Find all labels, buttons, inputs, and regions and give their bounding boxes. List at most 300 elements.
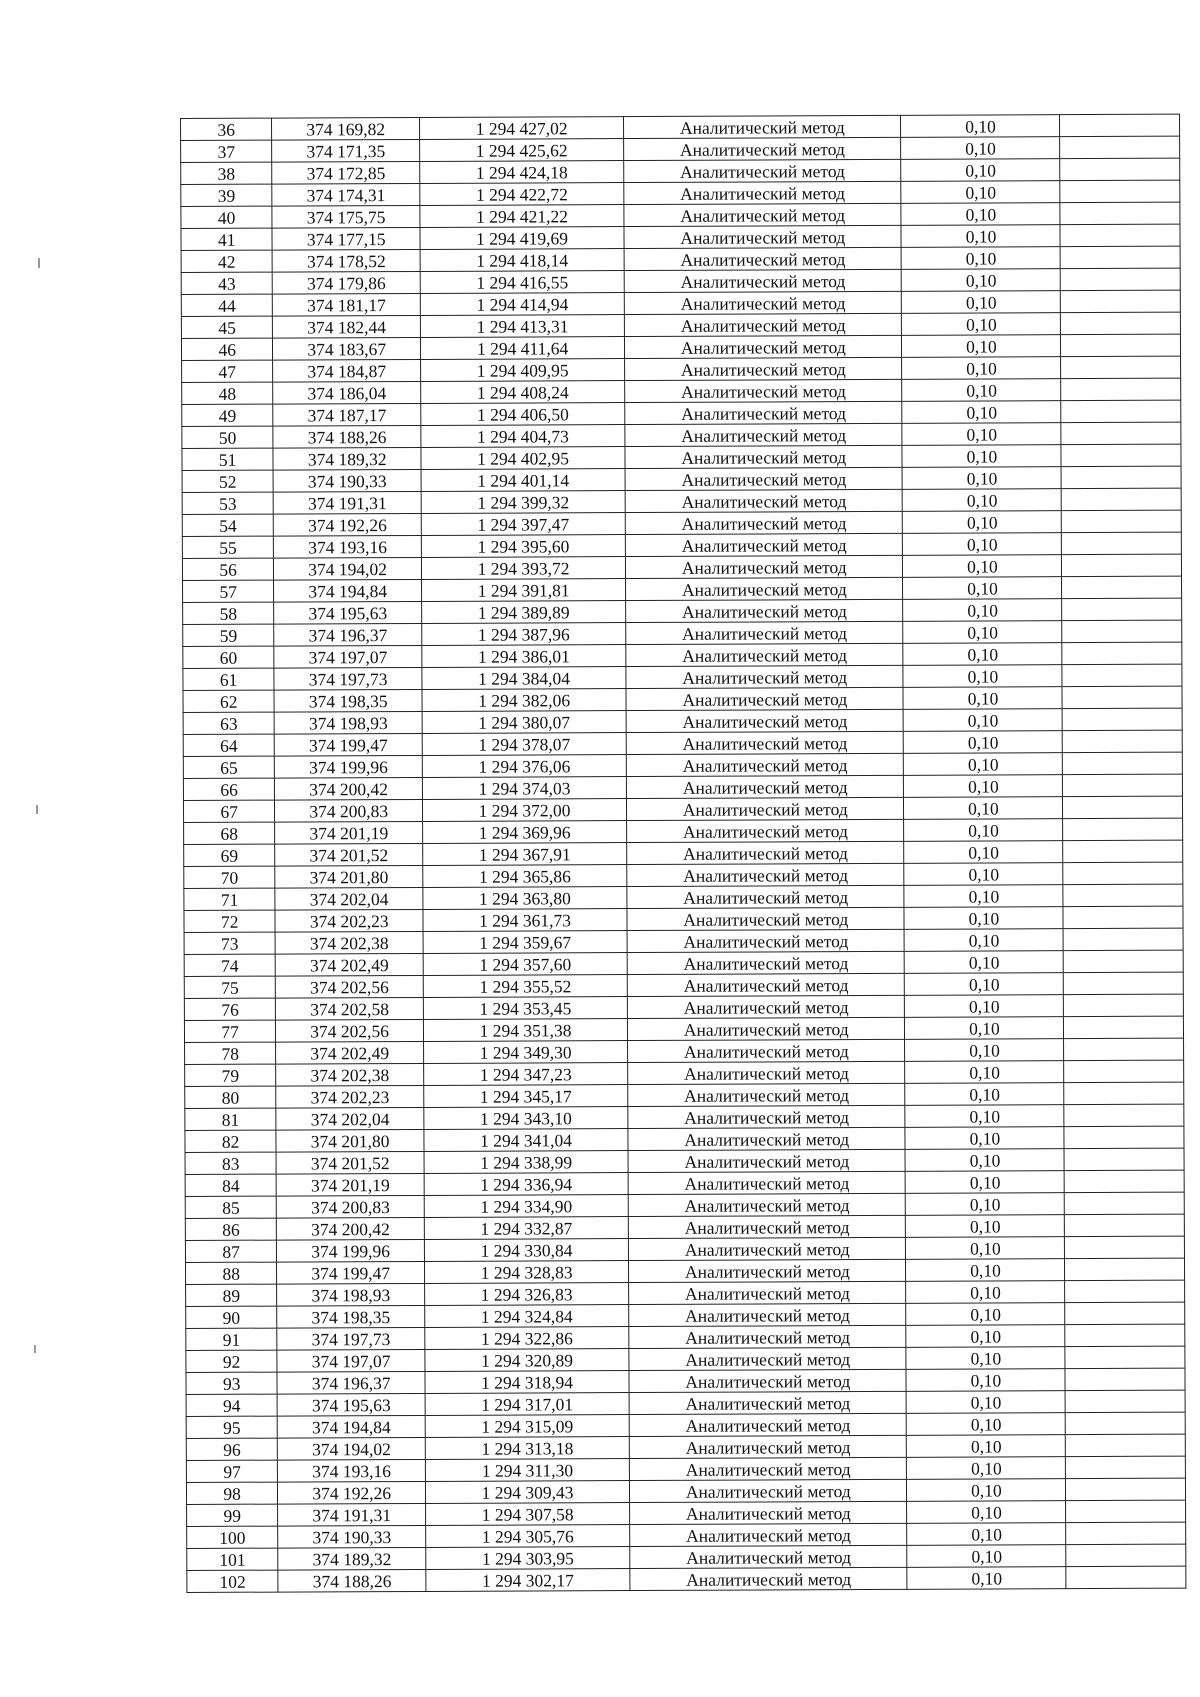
point-number-cell: 38 (181, 162, 272, 184)
precision-cell: 0,10 (903, 665, 1062, 688)
point-number-cell: 73 (184, 932, 275, 954)
empty-cell (1064, 1016, 1184, 1039)
empty-cell (1064, 1104, 1184, 1127)
precision-cell: 0,10 (903, 643, 1062, 666)
empty-cell (1063, 928, 1183, 951)
precision-cell: 0,10 (907, 1435, 1066, 1458)
precision-cell: 0,10 (904, 731, 1063, 754)
precision-cell: 0,10 (902, 379, 1061, 402)
y-coordinate-cell: 1 294 406,50 (421, 403, 625, 426)
empty-cell (1065, 1346, 1185, 1369)
point-number-cell: 84 (185, 1174, 276, 1196)
empty-cell (1063, 774, 1183, 797)
x-coordinate-cell: 374 192,26 (274, 513, 422, 536)
x-coordinate-cell: 374 201,19 (276, 1173, 424, 1196)
point-number-cell: 90 (186, 1306, 277, 1328)
precision-cell: 0,10 (901, 115, 1060, 138)
y-coordinate-cell: 1 294 317,01 (425, 1393, 629, 1416)
y-coordinate-cell: 1 294 425,62 (420, 139, 624, 162)
point-number-cell: 50 (182, 426, 273, 448)
y-coordinate-cell: 1 294 349,30 (424, 1041, 628, 1064)
precision-cell: 0,10 (905, 1083, 1064, 1106)
x-coordinate-cell: 374 201,52 (275, 843, 423, 866)
point-number-cell: 82 (185, 1130, 276, 1152)
x-coordinate-cell: 374 202,04 (275, 887, 423, 910)
x-coordinate-cell: 374 184,87 (273, 359, 421, 382)
point-number-cell: 48 (182, 382, 273, 404)
point-number-cell: 42 (181, 250, 272, 272)
x-coordinate-cell: 374 190,33 (273, 469, 421, 492)
x-coordinate-cell: 374 187,17 (273, 403, 421, 426)
point-number-cell: 62 (183, 690, 274, 712)
empty-cell (1060, 158, 1180, 181)
empty-cell (1064, 994, 1184, 1017)
precision-cell: 0,10 (906, 1325, 1065, 1348)
y-coordinate-cell: 1 294 386,01 (422, 645, 626, 668)
precision-cell: 0,10 (905, 1061, 1064, 1084)
x-coordinate-cell: 374 201,19 (275, 821, 423, 844)
point-number-cell: 58 (183, 602, 274, 624)
method-cell: Аналитический метод (624, 247, 901, 270)
x-coordinate-cell: 374 202,58 (276, 997, 424, 1020)
x-coordinate-cell: 374 199,96 (277, 1239, 425, 1262)
precision-cell: 0,10 (907, 1413, 1066, 1436)
y-coordinate-cell: 1 294 347,23 (424, 1063, 628, 1086)
point-number-cell: 39 (181, 184, 272, 206)
precision-cell: 0,10 (905, 951, 1064, 974)
y-coordinate-cell: 1 294 305,76 (426, 1525, 630, 1548)
empty-cell (1062, 488, 1182, 511)
method-cell: Аналитический метод (628, 1083, 905, 1106)
precision-cell: 0,10 (904, 841, 1063, 864)
y-coordinate-cell: 1 294 353,45 (423, 997, 627, 1020)
point-number-cell: 81 (185, 1108, 276, 1130)
empty-cell (1060, 202, 1180, 225)
method-cell: Аналитический метод (625, 335, 902, 358)
empty-cell (1063, 752, 1183, 775)
x-coordinate-cell: 374 197,73 (277, 1327, 425, 1350)
empty-cell (1061, 246, 1181, 269)
empty-cell (1062, 664, 1182, 687)
empty-cell (1063, 708, 1183, 731)
point-number-cell: 61 (183, 668, 274, 690)
precision-cell: 0,10 (906, 1171, 1065, 1194)
y-coordinate-cell: 1 294 419,69 (420, 227, 624, 250)
point-number-cell: 79 (185, 1064, 276, 1086)
empty-cell (1061, 290, 1181, 313)
x-coordinate-cell: 374 202,49 (276, 1041, 424, 1064)
method-cell: Аналитический метод (629, 1435, 906, 1458)
x-coordinate-cell: 374 199,96 (275, 755, 423, 778)
precision-cell: 0,10 (904, 775, 1063, 798)
scan-artifact-mark (38, 258, 40, 268)
empty-cell (1065, 1280, 1185, 1303)
point-number-cell: 57 (183, 580, 274, 602)
x-coordinate-cell: 374 191,31 (273, 491, 421, 514)
y-coordinate-cell: 1 294 311,30 (425, 1459, 629, 1482)
point-number-cell: 41 (181, 228, 272, 250)
empty-cell (1065, 1302, 1185, 1325)
y-coordinate-cell: 1 294 411,64 (420, 337, 624, 360)
x-coordinate-cell: 374 183,67 (273, 337, 421, 360)
precision-cell: 0,10 (901, 137, 1060, 160)
y-coordinate-cell: 1 294 382,06 (422, 689, 626, 712)
empty-cell (1063, 906, 1183, 929)
empty-cell (1061, 356, 1181, 379)
empty-cell (1062, 642, 1182, 665)
precision-cell: 0,10 (904, 863, 1063, 886)
point-number-cell: 101 (187, 1548, 278, 1570)
y-coordinate-cell: 1 294 367,91 (423, 843, 627, 866)
y-coordinate-cell: 1 294 328,83 (425, 1261, 629, 1284)
precision-cell: 0,10 (907, 1545, 1066, 1568)
point-number-cell: 72 (184, 910, 275, 932)
precision-cell: 0,10 (901, 159, 1060, 182)
y-coordinate-cell: 1 294 322,86 (425, 1327, 629, 1350)
x-coordinate-cell: 374 194,84 (277, 1415, 425, 1438)
method-cell: Аналитический метод (626, 687, 903, 710)
precision-cell: 0,10 (905, 1039, 1064, 1062)
empty-cell (1064, 1038, 1184, 1061)
point-number-cell: 67 (183, 800, 274, 822)
method-cell: Аналитический метод (628, 1039, 905, 1062)
precision-cell: 0,10 (907, 1457, 1066, 1480)
point-number-cell: 74 (184, 954, 275, 976)
method-cell: Аналитический метод (627, 885, 904, 908)
empty-cell (1064, 1060, 1184, 1083)
empty-cell (1061, 400, 1181, 423)
empty-cell (1065, 1236, 1185, 1259)
method-cell: Аналитический метод (626, 555, 903, 578)
method-cell: Аналитический метод (627, 995, 904, 1018)
empty-cell (1065, 1192, 1185, 1215)
x-coordinate-cell: 374 195,63 (274, 601, 422, 624)
y-coordinate-cell: 1 294 413,31 (420, 315, 624, 338)
empty-cell (1061, 422, 1181, 445)
point-number-cell: 83 (185, 1152, 276, 1174)
point-number-cell: 63 (183, 712, 274, 734)
x-coordinate-cell: 374 190,33 (278, 1525, 426, 1548)
precision-cell: 0,10 (902, 445, 1061, 468)
precision-cell: 0,10 (905, 1017, 1064, 1040)
point-number-cell: 96 (186, 1438, 277, 1460)
empty-cell (1065, 1214, 1185, 1237)
point-number-cell: 49 (182, 404, 273, 426)
empty-cell (1066, 1522, 1186, 1545)
empty-cell (1062, 554, 1182, 577)
point-number-cell: 37 (181, 140, 272, 162)
empty-cell (1061, 378, 1181, 401)
empty-cell (1064, 1126, 1184, 1149)
empty-cell (1062, 686, 1182, 709)
method-cell: Аналитический метод (624, 115, 901, 138)
x-coordinate-cell: 374 198,93 (274, 711, 422, 734)
y-coordinate-cell: 1 294 384,04 (422, 667, 626, 690)
y-coordinate-cell: 1 294 343,10 (424, 1107, 628, 1130)
point-number-cell: 86 (185, 1218, 276, 1240)
y-coordinate-cell: 1 294 315,09 (425, 1415, 629, 1438)
point-number-cell: 56 (182, 558, 273, 580)
precision-cell: 0,10 (905, 1127, 1064, 1150)
precision-cell: 0,10 (904, 885, 1063, 908)
y-coordinate-cell: 1 294 326,83 (425, 1283, 629, 1306)
precision-cell: 0,10 (901, 181, 1060, 204)
x-coordinate-cell: 374 197,07 (274, 645, 422, 668)
method-cell: Аналитический метод (625, 445, 902, 468)
precision-cell: 0,10 (907, 1391, 1066, 1414)
precision-cell: 0,10 (904, 819, 1063, 842)
point-number-cell: 102 (187, 1570, 278, 1592)
empty-cell (1063, 796, 1183, 819)
empty-cell (1064, 950, 1184, 973)
point-number-cell: 46 (181, 338, 272, 360)
x-coordinate-cell: 374 179,86 (273, 271, 421, 294)
method-cell: Аналитический метод (625, 533, 902, 556)
method-cell: Аналитический метод (628, 1149, 905, 1172)
empty-cell (1063, 884, 1183, 907)
y-coordinate-cell: 1 294 372,00 (423, 799, 627, 822)
point-number-cell: 88 (185, 1262, 276, 1284)
method-cell: Аналитический метод (625, 489, 902, 512)
x-coordinate-cell: 374 194,02 (274, 557, 422, 580)
point-number-cell: 100 (187, 1526, 278, 1548)
y-coordinate-cell: 1 294 402,95 (421, 447, 625, 470)
empty-cell (1063, 862, 1183, 885)
precision-cell: 0,10 (904, 753, 1063, 776)
precision-cell: 0,10 (906, 1259, 1065, 1282)
method-cell: Аналитический метод (627, 929, 904, 952)
empty-cell (1063, 818, 1183, 841)
y-coordinate-cell: 1 294 409,95 (421, 359, 625, 382)
method-cell: Аналитический метод (628, 1105, 905, 1128)
precision-cell: 0,10 (901, 225, 1060, 248)
y-coordinate-cell: 1 294 318,94 (425, 1371, 629, 1394)
method-cell: Аналитический метод (625, 357, 902, 380)
point-number-cell: 70 (184, 866, 275, 888)
empty-cell (1062, 532, 1182, 555)
method-cell: Аналитический метод (629, 1413, 906, 1436)
empty-cell (1061, 444, 1181, 467)
method-cell: Аналитический метод (624, 181, 901, 204)
x-coordinate-cell: 374 172,85 (272, 161, 420, 184)
y-coordinate-cell: 1 294 414,94 (420, 293, 624, 316)
point-number-cell: 78 (185, 1042, 276, 1064)
y-coordinate-cell: 1 294 336,94 (424, 1173, 628, 1196)
x-coordinate-cell: 374 196,37 (274, 623, 422, 646)
x-coordinate-cell: 374 199,47 (275, 733, 423, 756)
x-coordinate-cell: 374 181,17 (273, 293, 421, 316)
precision-cell: 0,10 (904, 797, 1063, 820)
y-coordinate-cell: 1 294 416,55 (420, 271, 624, 294)
point-number-cell: 97 (186, 1460, 277, 1482)
y-coordinate-cell: 1 294 387,96 (422, 623, 626, 646)
x-coordinate-cell: 374 202,49 (275, 953, 423, 976)
method-cell: Аналитический метод (629, 1325, 906, 1348)
y-coordinate-cell: 1 294 359,67 (423, 931, 627, 954)
method-cell: Аналитический метод (626, 775, 903, 798)
x-coordinate-cell: 374 188,26 (273, 425, 421, 448)
y-coordinate-cell: 1 294 332,87 (424, 1217, 628, 1240)
precision-cell: 0,10 (907, 1523, 1066, 1546)
y-coordinate-cell: 1 294 363,80 (423, 887, 627, 910)
method-cell: Аналитический метод (626, 621, 903, 644)
y-coordinate-cell: 1 294 391,81 (422, 579, 626, 602)
y-coordinate-cell: 1 294 334,90 (424, 1195, 628, 1218)
point-number-cell: 85 (185, 1196, 276, 1218)
method-cell: Аналитический метод (627, 841, 904, 864)
x-coordinate-cell: 374 198,35 (277, 1305, 425, 1328)
precision-cell: 0,10 (903, 555, 1062, 578)
precision-cell: 0,10 (907, 1567, 1066, 1590)
point-number-cell: 75 (184, 976, 275, 998)
x-coordinate-cell: 374 193,16 (278, 1459, 426, 1482)
empty-cell (1066, 1412, 1186, 1435)
precision-cell: 0,10 (902, 291, 1061, 314)
precision-cell: 0,10 (906, 1281, 1065, 1304)
empty-cell (1062, 510, 1182, 533)
empty-cell (1065, 1258, 1185, 1281)
precision-cell: 0,10 (903, 489, 1062, 512)
point-number-cell: 92 (186, 1350, 277, 1372)
empty-cell (1063, 840, 1183, 863)
method-cell: Аналитический метод (626, 577, 903, 600)
y-coordinate-cell: 1 294 351,38 (423, 1019, 627, 1042)
method-cell: Аналитический метод (627, 951, 904, 974)
x-coordinate-cell: 374 188,26 (278, 1569, 426, 1592)
empty-cell (1066, 1456, 1186, 1479)
y-coordinate-cell: 1 294 374,03 (422, 777, 626, 800)
precision-cell: 0,10 (902, 313, 1061, 336)
x-coordinate-cell: 374 201,80 (276, 1129, 424, 1152)
precision-cell: 0,10 (906, 1215, 1065, 1238)
method-cell: Аналитический метод (625, 511, 902, 534)
y-coordinate-cell: 1 294 302,17 (426, 1569, 630, 1592)
scan-artifact-mark (36, 805, 38, 814)
empty-cell (1062, 620, 1182, 643)
method-cell: Аналитический метод (628, 1061, 905, 1084)
empty-cell (1065, 1324, 1185, 1347)
method-cell: Аналитический метод (630, 1479, 907, 1502)
point-number-cell: 77 (184, 1020, 275, 1042)
empty-cell (1061, 312, 1181, 335)
point-number-cell: 80 (185, 1086, 276, 1108)
empty-cell (1060, 136, 1180, 159)
y-coordinate-cell: 1 294 365,86 (423, 865, 627, 888)
method-cell: Аналитический метод (629, 1347, 906, 1370)
empty-cell (1066, 1434, 1186, 1457)
method-cell: Аналитический метод (628, 1215, 905, 1238)
precision-cell: 0,10 (902, 423, 1061, 446)
x-coordinate-cell: 374 201,52 (276, 1151, 424, 1174)
precision-cell: 0,10 (903, 621, 1062, 644)
method-cell: Аналитический метод (624, 313, 901, 336)
y-coordinate-cell: 1 294 421,22 (420, 205, 624, 228)
method-cell: Аналитический метод (629, 1281, 906, 1304)
method-cell: Аналитический метод (630, 1501, 907, 1524)
point-number-cell: 40 (181, 206, 272, 228)
coordinates-table-body (181, 114, 1186, 1592)
y-coordinate-cell: 1 294 330,84 (424, 1239, 628, 1262)
point-number-cell: 94 (186, 1394, 277, 1416)
precision-cell: 0,10 (903, 577, 1062, 600)
point-number-cell: 89 (186, 1284, 277, 1306)
method-cell: Аналитический метод (624, 291, 901, 314)
y-coordinate-cell: 1 294 424,18 (420, 161, 624, 184)
precision-cell: 0,10 (903, 687, 1062, 710)
precision-cell: 0,10 (905, 929, 1064, 952)
empty-cell (1066, 1478, 1186, 1501)
precision-cell: 0,10 (906, 1303, 1065, 1326)
y-coordinate-cell: 1 294 309,43 (425, 1481, 629, 1504)
y-coordinate-cell: 1 294 324,84 (425, 1305, 629, 1328)
precision-cell: 0,10 (905, 973, 1064, 996)
x-coordinate-cell: 374 177,15 (272, 227, 420, 250)
empty-cell (1066, 1566, 1186, 1589)
x-coordinate-cell: 374 196,37 (277, 1371, 425, 1394)
x-coordinate-cell: 374 202,38 (275, 931, 423, 954)
y-coordinate-cell: 1 294 399,32 (421, 491, 625, 514)
method-cell: Аналитический метод (628, 1171, 905, 1194)
point-number-cell: 66 (183, 778, 274, 800)
y-coordinate-cell: 1 294 404,73 (421, 425, 625, 448)
method-cell: Аналитический метод (629, 1259, 906, 1282)
x-coordinate-cell: 374 197,73 (274, 667, 422, 690)
method-cell: Аналитический метод (627, 863, 904, 886)
precision-cell: 0,10 (902, 247, 1061, 270)
method-cell: Аналитический метод (627, 797, 904, 820)
y-coordinate-cell: 1 294 418,14 (420, 249, 624, 272)
method-cell: Аналитический метод (625, 467, 902, 490)
x-coordinate-cell: 374 191,31 (278, 1503, 426, 1526)
precision-cell: 0,10 (901, 203, 1060, 226)
precision-cell: 0,10 (905, 1105, 1064, 1128)
precision-cell: 0,10 (902, 357, 1061, 380)
precision-cell: 0,10 (906, 1369, 1065, 1392)
method-cell: Аналитический метод (628, 1017, 905, 1040)
precision-cell: 0,10 (907, 1479, 1066, 1502)
y-coordinate-cell: 1 294 369,96 (423, 821, 627, 844)
empty-cell (1066, 1500, 1186, 1523)
method-cell: Аналитический метод (625, 379, 902, 402)
method-cell: Аналитический метод (624, 269, 901, 292)
precision-cell: 0,10 (904, 907, 1063, 930)
method-cell: Аналитический метод (630, 1545, 907, 1568)
empty-cell (1062, 598, 1182, 621)
x-coordinate-cell: 374 195,63 (277, 1393, 425, 1416)
precision-cell: 0,10 (902, 467, 1061, 490)
precision-cell: 0,10 (905, 1149, 1064, 1172)
method-cell: Аналитический метод (626, 643, 903, 666)
x-coordinate-cell: 374 202,38 (276, 1063, 424, 1086)
method-cell: Аналитический метод (625, 423, 902, 446)
precision-cell: 0,10 (902, 401, 1061, 424)
method-cell: Аналитический метод (629, 1457, 906, 1480)
method-cell: Аналитический метод (630, 1523, 907, 1546)
point-number-cell: 44 (181, 294, 272, 316)
precision-cell: 0,10 (904, 709, 1063, 732)
method-cell: Аналитический метод (629, 1237, 906, 1260)
point-number-cell: 71 (184, 888, 275, 910)
method-cell: Аналитический метод (626, 709, 903, 732)
x-coordinate-cell: 374 202,23 (276, 1085, 424, 1108)
point-number-cell: 65 (183, 756, 274, 778)
x-coordinate-cell: 374 202,56 (276, 975, 424, 998)
x-coordinate-cell: 374 197,07 (277, 1349, 425, 1372)
empty-cell (1060, 114, 1180, 137)
empty-cell (1064, 972, 1184, 995)
method-cell: Аналитический метод (624, 203, 901, 226)
empty-cell (1060, 180, 1180, 203)
